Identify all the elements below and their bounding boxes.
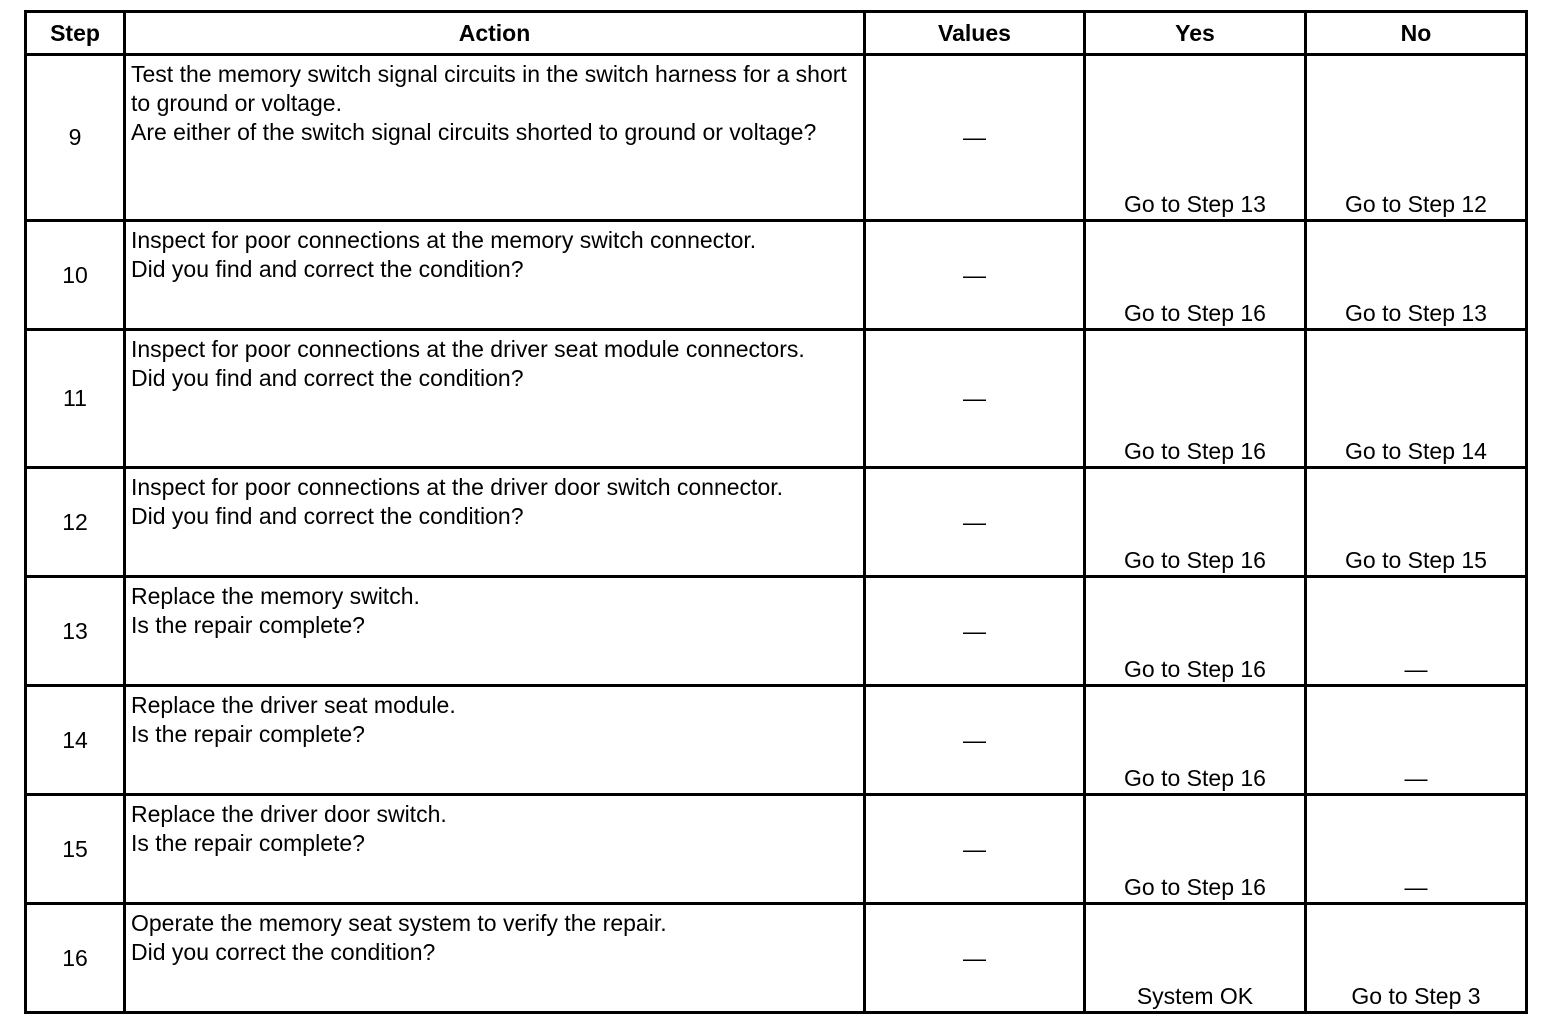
action-instruction: Replace the driver door switch.	[131, 801, 447, 827]
table-row	[26, 55, 1527, 221]
yes-result: Go to Step 16	[1085, 221, 1306, 330]
yes-result: Go to Step 16	[1085, 330, 1306, 468]
table-row	[26, 330, 1527, 468]
step-number: 11	[26, 330, 125, 468]
action-instruction: Inspect for poor connections at the driver seat module connectors.	[131, 336, 805, 362]
action-instruction: Operate the memory seat system to verify the repair.	[131, 910, 667, 936]
table-row	[26, 795, 1527, 904]
action-question: Are either of the switch signal circuits shorted to ground or voltage?	[131, 119, 817, 145]
yes-result: Go to Step 13	[1085, 55, 1306, 221]
action-question: Is the repair complete?	[131, 612, 365, 638]
action-instruction: Inspect for poor connections at the driver door switch connector.	[131, 474, 784, 500]
step-number: 14	[26, 686, 125, 795]
yes-result: Go to Step 16	[1085, 468, 1306, 577]
values-cell: —	[865, 686, 1085, 795]
header-action: Action	[125, 12, 865, 55]
no-result: Go to Step 3	[1306, 904, 1527, 1013]
yes-result: System OK	[1085, 904, 1306, 1013]
action-question: Did you find and correct the condition?	[131, 365, 524, 391]
action-question: Did you correct the condition?	[131, 939, 436, 965]
step-number: 13	[26, 577, 125, 686]
no-result: —	[1306, 795, 1527, 904]
action-cell	[125, 55, 865, 221]
values-cell: —	[865, 468, 1085, 577]
no-result: Go to Step 15	[1306, 468, 1527, 577]
header-yes: Yes	[1085, 12, 1306, 55]
header-values: Values	[865, 12, 1085, 55]
yes-result: Go to Step 16	[1085, 795, 1306, 904]
action-question: Did you find and correct the condition?	[131, 256, 524, 282]
step-number: 9	[26, 55, 125, 221]
action-question: Is the repair complete?	[131, 830, 365, 856]
no-result: —	[1306, 686, 1527, 795]
action-cell	[125, 330, 865, 468]
step-number: 15	[26, 795, 125, 904]
table-row	[26, 686, 1527, 795]
action-instruction: Replace the memory switch.	[131, 583, 420, 609]
action-cell	[125, 686, 865, 795]
table-row	[26, 904, 1527, 1013]
step-number: 10	[26, 221, 125, 330]
action-cell	[125, 904, 865, 1013]
values-cell: —	[865, 904, 1085, 1013]
action-instruction: Replace the driver seat module.	[131, 692, 456, 718]
yes-result: Go to Step 16	[1085, 686, 1306, 795]
table-row	[26, 577, 1527, 686]
step-number: 16	[26, 904, 125, 1013]
header-step: Step	[26, 12, 125, 55]
values-cell: —	[865, 55, 1085, 221]
no-result: —	[1306, 577, 1527, 686]
action-instruction: Test the memory switch signal circuits in the switch harness for a short to ground or voltage.	[131, 61, 847, 116]
action-cell	[125, 468, 865, 577]
step-number: 12	[26, 468, 125, 577]
action-instruction: Inspect for poor connections at the memory switch connector.	[131, 227, 757, 253]
values-cell: —	[865, 221, 1085, 330]
header-row	[26, 12, 1527, 55]
action-question: Did you find and correct the condition?	[131, 503, 524, 529]
values-cell: —	[865, 795, 1085, 904]
no-result: Go to Step 12	[1306, 55, 1527, 221]
values-cell: —	[865, 577, 1085, 686]
no-result: Go to Step 14	[1306, 330, 1527, 468]
action-cell	[125, 577, 865, 686]
yes-result: Go to Step 16	[1085, 577, 1306, 686]
action-question: Is the repair complete?	[131, 721, 365, 747]
action-cell	[125, 795, 865, 904]
diagnostic-table	[24, 10, 1528, 1014]
action-cell	[125, 221, 865, 330]
no-result: Go to Step 13	[1306, 221, 1527, 330]
values-cell: —	[865, 330, 1085, 468]
table-row	[26, 221, 1527, 330]
header-no: No	[1306, 12, 1527, 55]
table-row	[26, 468, 1527, 577]
